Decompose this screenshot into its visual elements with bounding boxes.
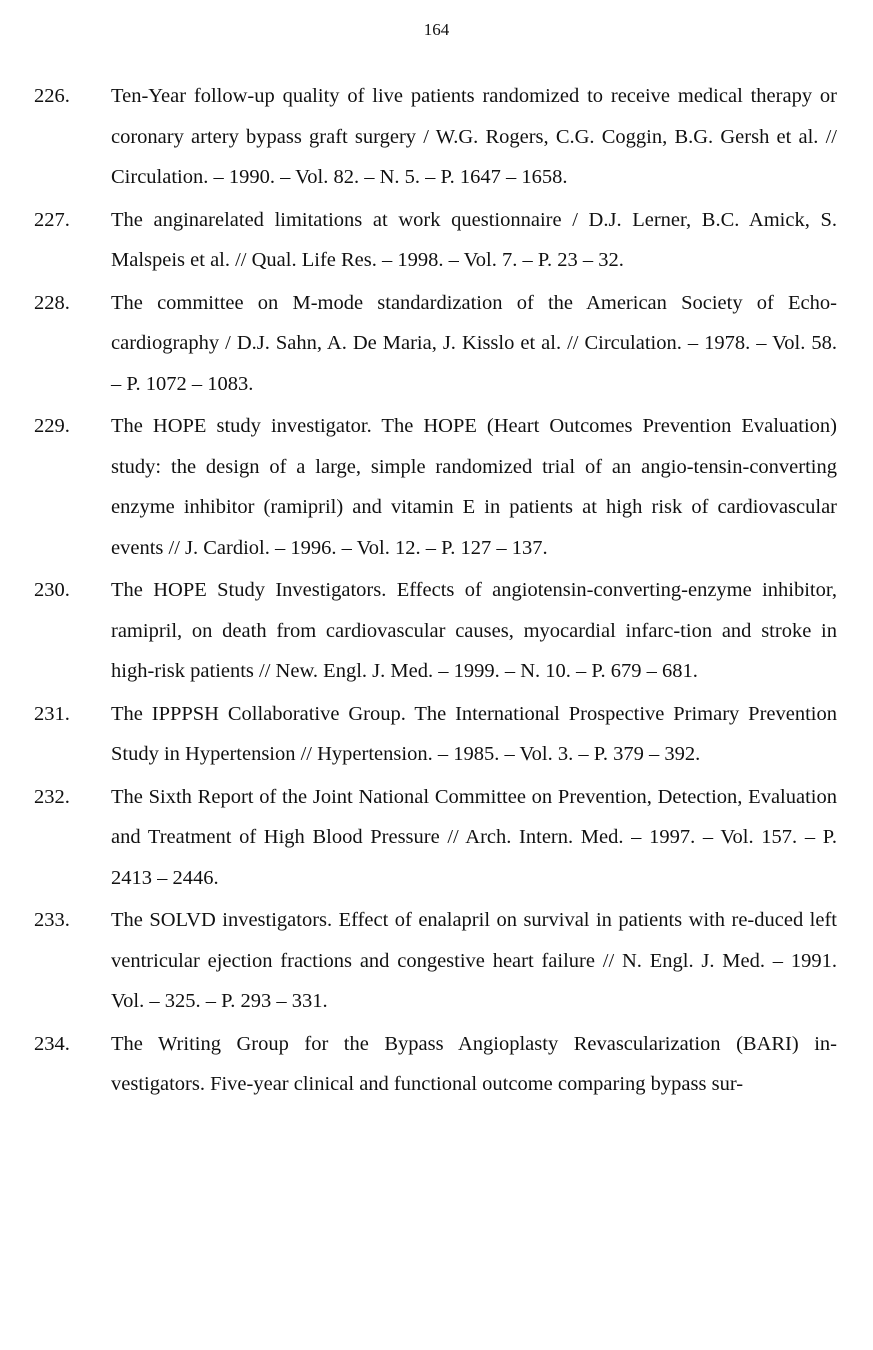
reference-item bbox=[0, 1024, 873, 1105]
reference-item bbox=[0, 76, 873, 198]
reference-number: 232. bbox=[34, 785, 70, 808]
page-number: 164 bbox=[423, 20, 450, 39]
reference-text: The HOPE study investigator. The HOPE (Heart Outcomes Prevention Evaluation) study: the design of a large, simple randomized trial of an angio-tensin-converting enzyme inhibitor (ramipril) and vitamin E in patients at high risk of cardiovascular events // J. Cardiol. – 1996. – Vol. 12. – P. 127 – 137. bbox=[111, 415, 837, 559]
reference-text: The Sixth Report of the Joint National Committee on Prevention, Detection, Evaluation and Treatment of High Blood Pressure // Arch. Intern. Med. – 1997. – Vol. 157. – P. 2413 – 2446. bbox=[111, 785, 837, 889]
reference-number: 227. bbox=[34, 208, 70, 231]
reference-item bbox=[0, 200, 873, 281]
reference-list bbox=[0, 76, 873, 1107]
reference-item bbox=[0, 406, 873, 568]
reference-text: The anginarelated limitations at work questionnaire / D.J. Lerner, B.C. Amick, S. Malspeis et al. // Qual. Life Res. – 1998. – Vol. 7. – P. 23 – 32. bbox=[111, 208, 837, 271]
reference-text: The SOLVD investigators. Effect of enalapril on survival in patients with re-duced left ventricular ejection fractions and congestive heart failure // N. Engl. J. Med. – 1991. Vol. – 325. – P. 293 – 331. bbox=[111, 909, 837, 1012]
reference-number: 228. bbox=[34, 291, 70, 314]
reference-number: 229. bbox=[34, 415, 70, 437]
reference-number: 234. bbox=[34, 1032, 70, 1055]
reference-item bbox=[0, 570, 873, 692]
reference-text: The committee on M-mode standardization of the American Society of Echo-cardiography / D.J. Sahn, A. De Maria, J. Kisslo et al. // Circulation. – 1978. – Vol. 58. – P. 1072 – 1083. bbox=[111, 291, 837, 395]
reference-item bbox=[0, 694, 873, 775]
reference-item bbox=[0, 900, 873, 1022]
reference-text: The IPPPSH Collaborative Group. The International Prospective Primary Prevention Study in Hypertension // Hypertension. – 1985. – Vol. 3. – P. 379 – 392. bbox=[111, 702, 837, 765]
reference-number: 231. bbox=[34, 702, 70, 725]
reference-number: 233. bbox=[34, 909, 70, 931]
reference-number: 226. bbox=[34, 85, 70, 107]
reference-text: The Writing Group for the Bypass Angioplasty Revascularization (BARI) in-vestigators. Five-year clinical and functional outcome comparing bypass sur- bbox=[111, 1032, 837, 1095]
reference-text: Ten-Year follow-up quality of live patients randomized to receive medical therapy or coronary artery bypass graft surgery / W.G. Rogers, C.G. Coggin, B.G. Gersh et al. // Circulation. – 1990. – Vol. 82. – N. 5. – P. 1647 – 1658. bbox=[111, 85, 837, 188]
reference-item bbox=[0, 283, 873, 405]
reference-number: 230. bbox=[34, 579, 70, 601]
reference-text: The HOPE Study Investigators. Effects of angiotensin-converting-enzyme inhibitor, ramipril, on death from cardiovascular causes, myocardial infarc-tion and stroke in high-risk patients // New. Engl. J. Med. – 1999. – N. 10. – P. 679 – 681. bbox=[111, 579, 837, 682]
reference-item bbox=[0, 777, 873, 899]
